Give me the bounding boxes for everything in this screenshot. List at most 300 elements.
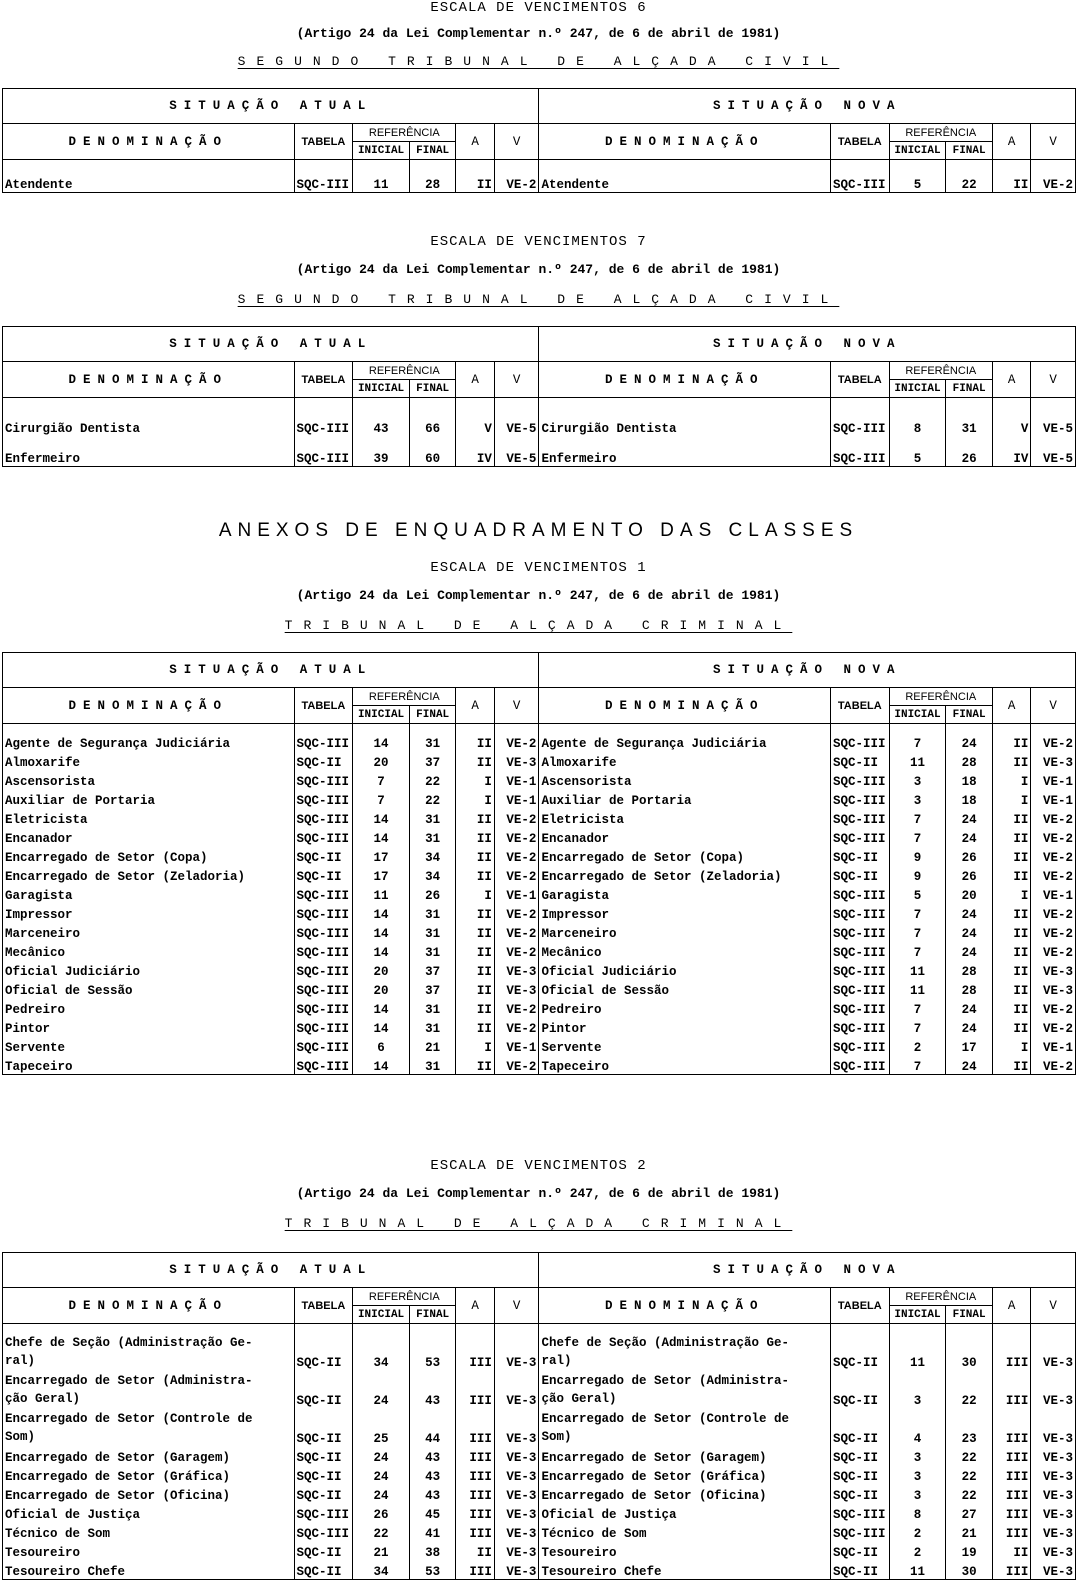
final-cell: 43 (409, 1484, 456, 1503)
a-cell: III (456, 1408, 494, 1446)
header-a: A (456, 124, 494, 160)
denominacao-cell: Auxiliar de Portaria (539, 789, 831, 808)
table-row (3, 865, 1076, 884)
denominacao-cell: Servente (539, 1036, 831, 1055)
inicial-cell: 22 (353, 1522, 410, 1541)
v-cell: VE-3 (1031, 1408, 1076, 1446)
tabela-cell: SQC-III (830, 789, 889, 808)
inicial-cell: 2 (889, 1522, 946, 1541)
tabela-cell: SQC-II (294, 1484, 353, 1503)
a-cell: II (992, 979, 1030, 998)
section-subtitle: (Artigo 24 da Lei Complementar n.º 247, de 6 de abril de 1981) (296, 588, 781, 603)
header-a: A (456, 688, 494, 724)
v-cell: VE-3 (1031, 1465, 1076, 1484)
inicial-cell: 3 (889, 789, 946, 808)
v-cell: VE-5 (494, 406, 539, 436)
section-subtitle: (Artigo 24 da Lei Complementar n.º 247, de 6 de abril de 1981) (296, 26, 781, 41)
header-situacao-nova: SITUAÇÃO NOVA (539, 1253, 1076, 1288)
tabela-cell: SQC-III (294, 922, 353, 941)
denominacao-cell: Marceneiro (539, 922, 831, 941)
denominacao-cell: Tesoureiro (3, 1541, 295, 1560)
denominacao-cell: Encarregado de Setor (Garagem) (3, 1446, 295, 1465)
v-cell: VE-5 (494, 436, 539, 466)
inicial-cell: 21 (353, 1541, 410, 1560)
denominacao-cell: Impressor (3, 903, 295, 922)
v-cell: VE-1 (1031, 1036, 1076, 1055)
header-final: FINAL (409, 1306, 456, 1324)
denominacao-cell: Oficial de Justiça (3, 1503, 295, 1522)
section-title: ESCALA DE VENCIMENTOS 2 (430, 1158, 647, 1174)
inicial-cell: 25 (353, 1408, 410, 1446)
denominacao-cell: Encarregado de Setor (Administra- ção Geral) (539, 1370, 831, 1408)
inicial-cell: 11 (889, 979, 946, 998)
header-inicial: INICIAL (889, 380, 946, 398)
header-final: FINAL (946, 706, 993, 724)
tabela-cell: SQC-III (294, 884, 353, 903)
a-cell: III (456, 1370, 494, 1408)
denominacao-cell: Auxiliar de Portaria (3, 789, 295, 808)
inicial-cell: 14 (353, 903, 410, 922)
a-cell: II (456, 808, 494, 827)
tabela-cell: SQC-II (294, 1560, 353, 1579)
inicial-cell: 24 (353, 1484, 410, 1503)
a-cell: I (992, 770, 1030, 789)
a-cell: III (456, 1465, 494, 1484)
final-cell: 31 (409, 808, 456, 827)
header-v: V (1031, 1288, 1076, 1324)
v-cell: VE-3 (494, 1446, 539, 1465)
final-cell: 22 (409, 789, 456, 808)
denominacao-cell: Almoxarife (539, 751, 831, 770)
denominacao-cell: Tapeceiro (3, 1055, 295, 1074)
a-cell: I (992, 1036, 1030, 1055)
tabela-cell: SQC-III (830, 1036, 889, 1055)
final-cell: 53 (409, 1332, 456, 1370)
v-cell: VE-2 (1031, 1055, 1076, 1074)
header-situacao-atual: SITUAÇÃO ATUAL (3, 327, 539, 362)
tabela-cell: SQC-III (294, 1522, 353, 1541)
v-cell: VE-2 (1031, 922, 1076, 941)
v-cell: VE-3 (494, 1522, 539, 1541)
a-cell: II (992, 1055, 1030, 1074)
a-cell: III (992, 1503, 1030, 1522)
final-cell: 31 (409, 1017, 456, 1036)
header-situacao-nova: SITUAÇÃO NOVA (539, 327, 1076, 362)
table-row (3, 846, 1076, 865)
final-cell: 66 (409, 406, 456, 436)
final-cell: 31 (409, 941, 456, 960)
section-title: ESCALA DE VENCIMENTOS 7 (430, 234, 647, 250)
v-cell: VE-3 (494, 1408, 539, 1446)
table-row (3, 436, 1076, 466)
final-cell: 18 (946, 770, 993, 789)
v-cell: VE-2 (494, 903, 539, 922)
denominacao-cell: Impressor (539, 903, 831, 922)
tabela-cell: SQC-II (294, 846, 353, 865)
final-cell: 28 (409, 168, 456, 192)
final-cell: 20 (946, 884, 993, 903)
v-cell: VE-2 (494, 168, 539, 192)
header-denominacao: DENOMINAÇÃO (539, 1288, 831, 1324)
denominacao-cell: Encarregado de Setor (Zeladoria) (539, 865, 831, 884)
tabela-cell: SQC-II (830, 751, 889, 770)
denominacao-cell: Garagista (539, 884, 831, 903)
tabela-cell: SQC-III (294, 1503, 353, 1522)
final-cell: 31 (409, 903, 456, 922)
header-v: V (494, 688, 539, 724)
final-cell: 34 (409, 846, 456, 865)
header-referencia: REFERÊNCIA (353, 124, 456, 142)
denominacao-cell: Tesoureiro (539, 1541, 831, 1560)
final-cell: 28 (946, 979, 993, 998)
table-row (3, 1332, 1076, 1370)
tabela-cell: SQC-II (294, 865, 353, 884)
denominacao-cell: Encanador (3, 827, 295, 846)
final-cell: 43 (409, 1446, 456, 1465)
a-cell: II (992, 732, 1030, 751)
final-cell: 31 (409, 1055, 456, 1074)
a-cell: I (992, 884, 1030, 903)
final-cell: 22 (946, 1370, 993, 1408)
table-row (3, 1522, 1076, 1541)
final-cell: 45 (409, 1503, 456, 1522)
v-cell: VE-2 (1031, 808, 1076, 827)
tabela-cell: SQC-II (830, 865, 889, 884)
tabela-cell: SQC-III (294, 770, 353, 789)
denominacao-cell: Encanador (539, 827, 831, 846)
table-row (3, 168, 1076, 192)
table-row (3, 1370, 1076, 1408)
inicial-cell: 5 (889, 884, 946, 903)
a-cell: II (456, 732, 494, 751)
v-cell: VE-5 (1031, 406, 1076, 436)
tabela-cell: SQC-II (294, 1465, 353, 1484)
a-cell: V (992, 406, 1030, 436)
header-denominacao: DENOMINAÇÃO (539, 362, 831, 398)
final-cell: 27 (946, 1503, 993, 1522)
v-cell: VE-1 (1031, 789, 1076, 808)
inicial-cell: 14 (353, 1017, 410, 1036)
table-row (3, 998, 1076, 1017)
inicial-cell: 11 (889, 1332, 946, 1370)
table-row (3, 1055, 1076, 1074)
final-cell: 26 (946, 846, 993, 865)
header-inicial: INICIAL (353, 142, 410, 160)
final-cell: 37 (409, 979, 456, 998)
a-cell: II (992, 1541, 1030, 1560)
inicial-cell: 11 (353, 884, 410, 903)
v-cell: VE-1 (494, 770, 539, 789)
denominacao-cell: Técnico de Som (3, 1522, 295, 1541)
inicial-cell: 3 (889, 1484, 946, 1503)
a-cell: II (992, 751, 1030, 770)
final-cell: 19 (946, 1541, 993, 1560)
inicial-cell: 14 (353, 998, 410, 1017)
v-cell: VE-2 (1031, 846, 1076, 865)
tabela-cell: SQC-III (830, 1503, 889, 1522)
tabela-cell: SQC-III (294, 1036, 353, 1055)
final-cell: 24 (946, 827, 993, 846)
table-row (3, 1036, 1076, 1055)
inicial-cell: 26 (353, 1503, 410, 1522)
tabela-cell: SQC-III (830, 1522, 889, 1541)
v-cell: VE-2 (1031, 168, 1076, 192)
v-cell: VE-3 (1031, 1332, 1076, 1370)
header-referencia: REFERÊNCIA (889, 1288, 992, 1306)
a-cell: II (456, 903, 494, 922)
inicial-cell: 11 (353, 168, 410, 192)
inicial-cell: 11 (889, 1560, 946, 1579)
denominacao-cell: Oficial Judiciário (3, 960, 295, 979)
final-cell: 24 (946, 1055, 993, 1074)
header-denominacao: DENOMINAÇÃO (3, 362, 295, 398)
final-cell: 53 (409, 1560, 456, 1579)
denominacao-cell: Encarregado de Setor (Gráfica) (3, 1465, 295, 1484)
header-situacao-atual: SITUAÇÃO ATUAL (3, 653, 539, 688)
tabela-cell: SQC-II (294, 1446, 353, 1465)
v-cell: VE-3 (1031, 1484, 1076, 1503)
inicial-cell: 43 (353, 406, 410, 436)
denominacao-cell: Oficial de Sessão (539, 979, 831, 998)
final-cell: 24 (946, 922, 993, 941)
a-cell: I (456, 789, 494, 808)
header-situacao-nova: SITUAÇÃO NOVA (539, 89, 1076, 124)
denominacao-cell: Ascensorista (539, 770, 831, 789)
denominacao-cell: Agente de Segurança Judiciária (539, 732, 831, 751)
inicial-cell: 8 (889, 406, 946, 436)
a-cell: III (992, 1484, 1030, 1503)
denominacao-cell: Encarregado de Setor (Controle de Som) (539, 1408, 831, 1446)
tabela-cell: SQC-II (830, 1446, 889, 1465)
table-row (3, 922, 1076, 941)
tabela-cell: SQC-III (294, 903, 353, 922)
inicial-cell: 7 (889, 922, 946, 941)
header-denominacao: DENOMINAÇÃO (539, 688, 831, 724)
inicial-cell: 17 (353, 846, 410, 865)
final-cell: 23 (946, 1408, 993, 1446)
a-cell: III (992, 1560, 1030, 1579)
final-cell: 24 (946, 1017, 993, 1036)
denominacao-cell: Mecânico (539, 941, 831, 960)
v-cell: VE-3 (1031, 979, 1076, 998)
tabela-cell: SQC-III (830, 168, 889, 192)
inicial-cell: 14 (353, 808, 410, 827)
denominacao-cell: Enfermeiro (3, 436, 295, 466)
inicial-cell: 17 (353, 865, 410, 884)
v-cell: VE-2 (1031, 865, 1076, 884)
tabela-cell: SQC-II (830, 1541, 889, 1560)
v-cell: VE-1 (494, 789, 539, 808)
tabela-cell: SQC-III (830, 998, 889, 1017)
denominacao-cell: Cirurgião Dentista (539, 406, 831, 436)
table-row (3, 941, 1076, 960)
header-tabela: TABELA (294, 124, 353, 160)
final-cell: 34 (409, 865, 456, 884)
tabela-cell: SQC-III (830, 436, 889, 466)
denominacao-cell: Eletricista (539, 808, 831, 827)
denominacao-cell: Encarregado de Setor (Administra- ção Geral) (3, 1370, 295, 1408)
a-cell: II (992, 960, 1030, 979)
final-cell: 17 (946, 1036, 993, 1055)
denominacao-cell: Atendente (539, 168, 831, 192)
a-cell: II (456, 979, 494, 998)
header-inicial: INICIAL (353, 1306, 410, 1324)
v-cell: VE-3 (494, 751, 539, 770)
tabela-cell: SQC-III (294, 436, 353, 466)
final-cell: 28 (946, 960, 993, 979)
final-cell: 41 (409, 1522, 456, 1541)
header-referencia: REFERÊNCIA (889, 688, 992, 706)
a-cell: II (992, 1017, 1030, 1036)
tabela-cell: SQC-III (830, 979, 889, 998)
section-title: ESCALA DE VENCIMENTOS 1 (430, 560, 647, 576)
inicial-cell: 7 (353, 770, 410, 789)
header-v: V (1031, 688, 1076, 724)
a-cell: II (456, 1541, 494, 1560)
a-cell: II (456, 941, 494, 960)
final-cell: 24 (946, 732, 993, 751)
header-tabela: TABELA (830, 688, 889, 724)
section-court: TRIBUNAL DE ALÇADA CRIMINAL (284, 1216, 793, 1231)
a-cell: II (456, 751, 494, 770)
inicial-cell: 5 (889, 436, 946, 466)
tabela-cell: SQC-III (830, 732, 889, 751)
v-cell: VE-1 (494, 1036, 539, 1055)
inicial-cell: 2 (889, 1036, 946, 1055)
header-final: FINAL (946, 380, 993, 398)
inicial-cell: 14 (353, 827, 410, 846)
v-cell: VE-3 (1031, 960, 1076, 979)
denominacao-cell: Chefe de Seção (Administração Ge- ral) (3, 1332, 295, 1370)
header-inicial: INICIAL (889, 142, 946, 160)
inicial-cell: 7 (889, 941, 946, 960)
tabela-cell: SQC-III (830, 1017, 889, 1036)
tabela-cell: SQC-III (294, 732, 353, 751)
table-row (3, 1484, 1076, 1503)
final-cell: 24 (946, 808, 993, 827)
v-cell: VE-3 (494, 1370, 539, 1408)
section-subtitle: (Artigo 24 da Lei Complementar n.º 247, de 6 de abril de 1981) (296, 1186, 781, 1201)
a-cell: III (456, 1503, 494, 1522)
page-heading: ANEXOS DE ENQUADRAMENTO DAS CLASSES (218, 520, 859, 541)
a-cell: III (992, 1370, 1030, 1408)
tabela-cell: SQC-III (830, 941, 889, 960)
tabela-cell: SQC-II (830, 846, 889, 865)
inicial-cell: 14 (353, 941, 410, 960)
tabela-cell: SQC-III (830, 922, 889, 941)
final-cell: 22 (946, 168, 993, 192)
v-cell: VE-2 (1031, 998, 1076, 1017)
header-inicial: INICIAL (889, 706, 946, 724)
v-cell: VE-2 (494, 922, 539, 941)
inicial-cell: 11 (889, 960, 946, 979)
tabela-cell: SQC-II (294, 1370, 353, 1408)
tabela-cell: SQC-III (294, 1055, 353, 1074)
denominacao-cell: Encarregado de Setor (Controle de Som) (3, 1408, 295, 1446)
a-cell: II (456, 998, 494, 1017)
tabela-cell: SQC-III (830, 808, 889, 827)
denominacao-cell: Oficial Judiciário (539, 960, 831, 979)
header-a: A (992, 1288, 1030, 1324)
v-cell: VE-2 (494, 827, 539, 846)
inicial-cell: 7 (889, 827, 946, 846)
v-cell: VE-3 (1031, 751, 1076, 770)
v-cell: VE-3 (494, 1465, 539, 1484)
header-final: FINAL (946, 142, 993, 160)
table-row (3, 732, 1076, 751)
denominacao-cell: Encarregado de Setor (Gráfica) (539, 1465, 831, 1484)
final-cell: 30 (946, 1332, 993, 1370)
header-a: A (992, 124, 1030, 160)
table-row (3, 1541, 1076, 1560)
denominacao-cell: Garagista (3, 884, 295, 903)
tabela-cell: SQC-II (294, 751, 353, 770)
denominacao-cell: Agente de Segurança Judiciária (3, 732, 295, 751)
header-situacao-nova: SITUAÇÃO NOVA (539, 653, 1076, 688)
a-cell: II (992, 865, 1030, 884)
salary-table (2, 326, 1076, 467)
final-cell: 31 (946, 406, 993, 436)
denominacao-cell: Enfermeiro (539, 436, 831, 466)
table-row (3, 808, 1076, 827)
tabela-cell: SQC-III (294, 168, 353, 192)
a-cell: IV (992, 436, 1030, 466)
denominacao-cell: Oficial de Justiça (539, 1503, 831, 1522)
final-cell: 22 (409, 770, 456, 789)
final-cell: 43 (409, 1465, 456, 1484)
a-cell: II (992, 941, 1030, 960)
inicial-cell: 7 (889, 808, 946, 827)
final-cell: 26 (946, 436, 993, 466)
v-cell: VE-2 (1031, 732, 1076, 751)
final-cell: 21 (946, 1522, 993, 1541)
final-cell: 24 (946, 941, 993, 960)
header-v: V (494, 124, 539, 160)
final-cell: 28 (946, 751, 993, 770)
tabela-cell: SQC-III (294, 941, 353, 960)
denominacao-cell: Cirurgião Dentista (3, 406, 295, 436)
v-cell: VE-3 (494, 1541, 539, 1560)
denominacao-cell: Almoxarife (3, 751, 295, 770)
tabela-cell: SQC-III (830, 884, 889, 903)
table-row (3, 406, 1076, 436)
header-situacao-atual: SITUAÇÃO ATUAL (3, 89, 539, 124)
v-cell: VE-3 (494, 1560, 539, 1579)
a-cell: II (992, 903, 1030, 922)
a-cell: III (992, 1465, 1030, 1484)
v-cell: VE-3 (1031, 1560, 1076, 1579)
final-cell: 31 (409, 922, 456, 941)
section-title: ESCALA DE VENCIMENTOS 6 (430, 0, 647, 16)
a-cell: I (456, 884, 494, 903)
denominacao-cell: Tesoureiro Chefe (3, 1560, 295, 1579)
denominacao-cell: Marceneiro (3, 922, 295, 941)
denominacao-cell: Ascensorista (3, 770, 295, 789)
final-cell: 22 (946, 1465, 993, 1484)
header-v: V (1031, 124, 1076, 160)
header-tabela: TABELA (830, 124, 889, 160)
inicial-cell: 11 (889, 751, 946, 770)
table-row (3, 1408, 1076, 1446)
denominacao-cell: Encarregado de Setor (Oficina) (539, 1484, 831, 1503)
final-cell: 22 (946, 1484, 993, 1503)
tabela-cell: SQC-III (294, 827, 353, 846)
a-cell: II (992, 808, 1030, 827)
v-cell: VE-3 (494, 1484, 539, 1503)
a-cell: II (456, 1017, 494, 1036)
final-cell: 24 (946, 998, 993, 1017)
v-cell: VE-2 (494, 865, 539, 884)
